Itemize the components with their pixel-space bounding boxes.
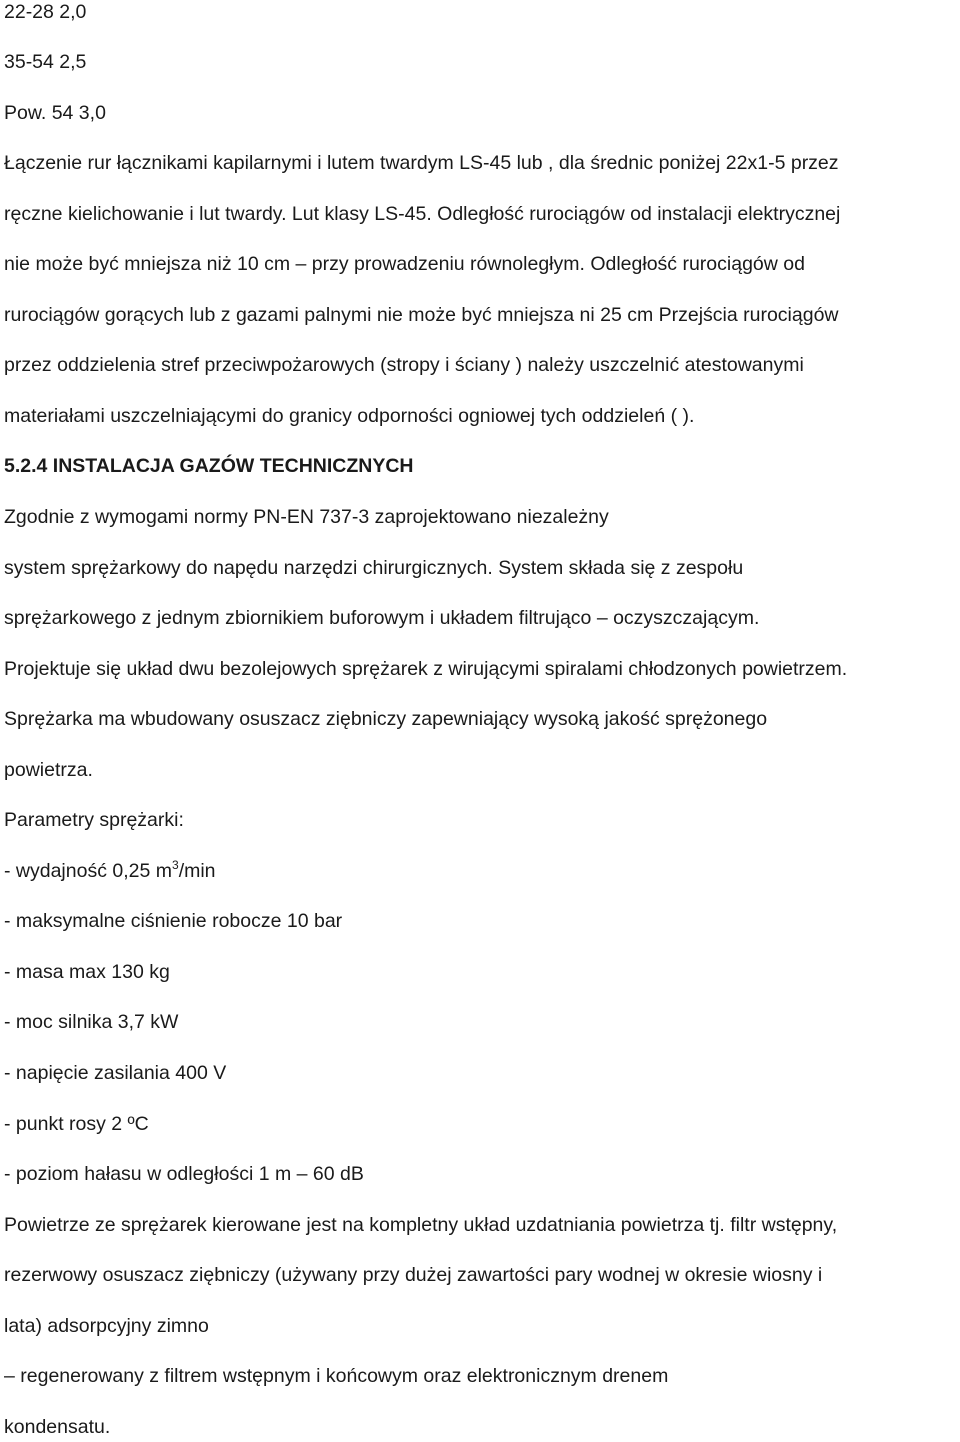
section-heading: 5.2.4 INSTALACJA GAZÓW TECHNICZNYCH: [4, 455, 414, 477]
text-line: sprężarkowego z jednym zbiornikiem buforowym i układem filtrująco – oczyszczającym.: [4, 607, 760, 629]
text-line: Sprężarka ma wbudowany osuszacz ziębniczy zapewniający wysoką jakość sprężonego: [4, 708, 768, 730]
text-line: powietrza.: [4, 759, 93, 781]
param-item: - moc silnika 3,7 kW: [4, 1011, 179, 1033]
param-capacity-prefix: - wydajność 0,25 m: [4, 860, 172, 882]
param-item: - punkt rosy 2 ºC: [4, 1113, 149, 1135]
param-item: - masa max 130 kg: [4, 961, 170, 983]
param-item: - maksymalne ciśnienie robocze 10 bar: [4, 910, 343, 932]
text-line: 22-28 2,0: [4, 1, 87, 23]
param-item: - napięcie zasilania 400 V: [4, 1062, 227, 1084]
text-line: Powietrze ze sprężarek kierowane jest na kompletny układ uzdatniania powietrza tj. filtr wstępny,: [4, 1214, 838, 1236]
param-item: - poziom hałasu w odległości 1 m – 60 dB: [4, 1163, 364, 1185]
text-line: Pow. 54 3,0: [4, 102, 106, 124]
text-line: przez oddzielenia stref przeciwpożarowych (stropy i ściany ) należy uszczelnić atestowanymi: [4, 354, 804, 376]
text-line: lata) adsorpcyjny zimno: [4, 1315, 209, 1337]
text-line: rurociągów gorących lub z gazami palnymi nie może być mniejsza ni 25 cm Przejścia rurociągów: [4, 304, 839, 326]
text-line: materiałami uszczelniającymi do granicy odporności ogniowej tych oddzieleń ( ).: [4, 405, 695, 427]
text-line: kondensatu.: [4, 1416, 111, 1438]
text-line: ręczne kielichowanie i lut twardy. Lut klasy LS-45. Odległość rurociągów od instalacji elektrycznej: [4, 203, 841, 225]
text-line: nie może być mniejsza niż 10 cm – przy prowadzeniu równoległym. Odległość rurociągów od: [4, 253, 805, 275]
text-line: Łączenie rur łącznikami kapilarnymi i lutem twardym LS-45 lub , dla średnic poniżej 22x1-5 przez: [4, 152, 839, 174]
text-line: Zgodnie z wymogami normy PN-EN 737-3 zaprojektowano niezależny: [4, 506, 609, 528]
param-capacity-suffix: /min: [178, 860, 216, 882]
text-line: – regenerowany z filtrem wstępnym i końcowym oraz elektronicznym drenem: [4, 1365, 669, 1387]
param-capacity-sup: 3: [172, 857, 179, 872]
text-line: system sprężarkowy do napędu narzędzi chirurgicznych. System składa się z zespołu: [4, 557, 744, 579]
text-line: rezerwowy osuszacz ziębniczy (używany przy dużej zawartości pary wodnej w okresie wiosny i: [4, 1264, 823, 1286]
params-heading: Parametry sprężarki:: [4, 809, 184, 831]
text-line: 35-54 2,5: [4, 51, 87, 73]
text-line: Projektuje się układ dwu bezolejowych sprężarek z wirującymi spiralami chłodzonych powietrzem.: [4, 658, 848, 680]
param-item: [4, 856, 216, 886]
